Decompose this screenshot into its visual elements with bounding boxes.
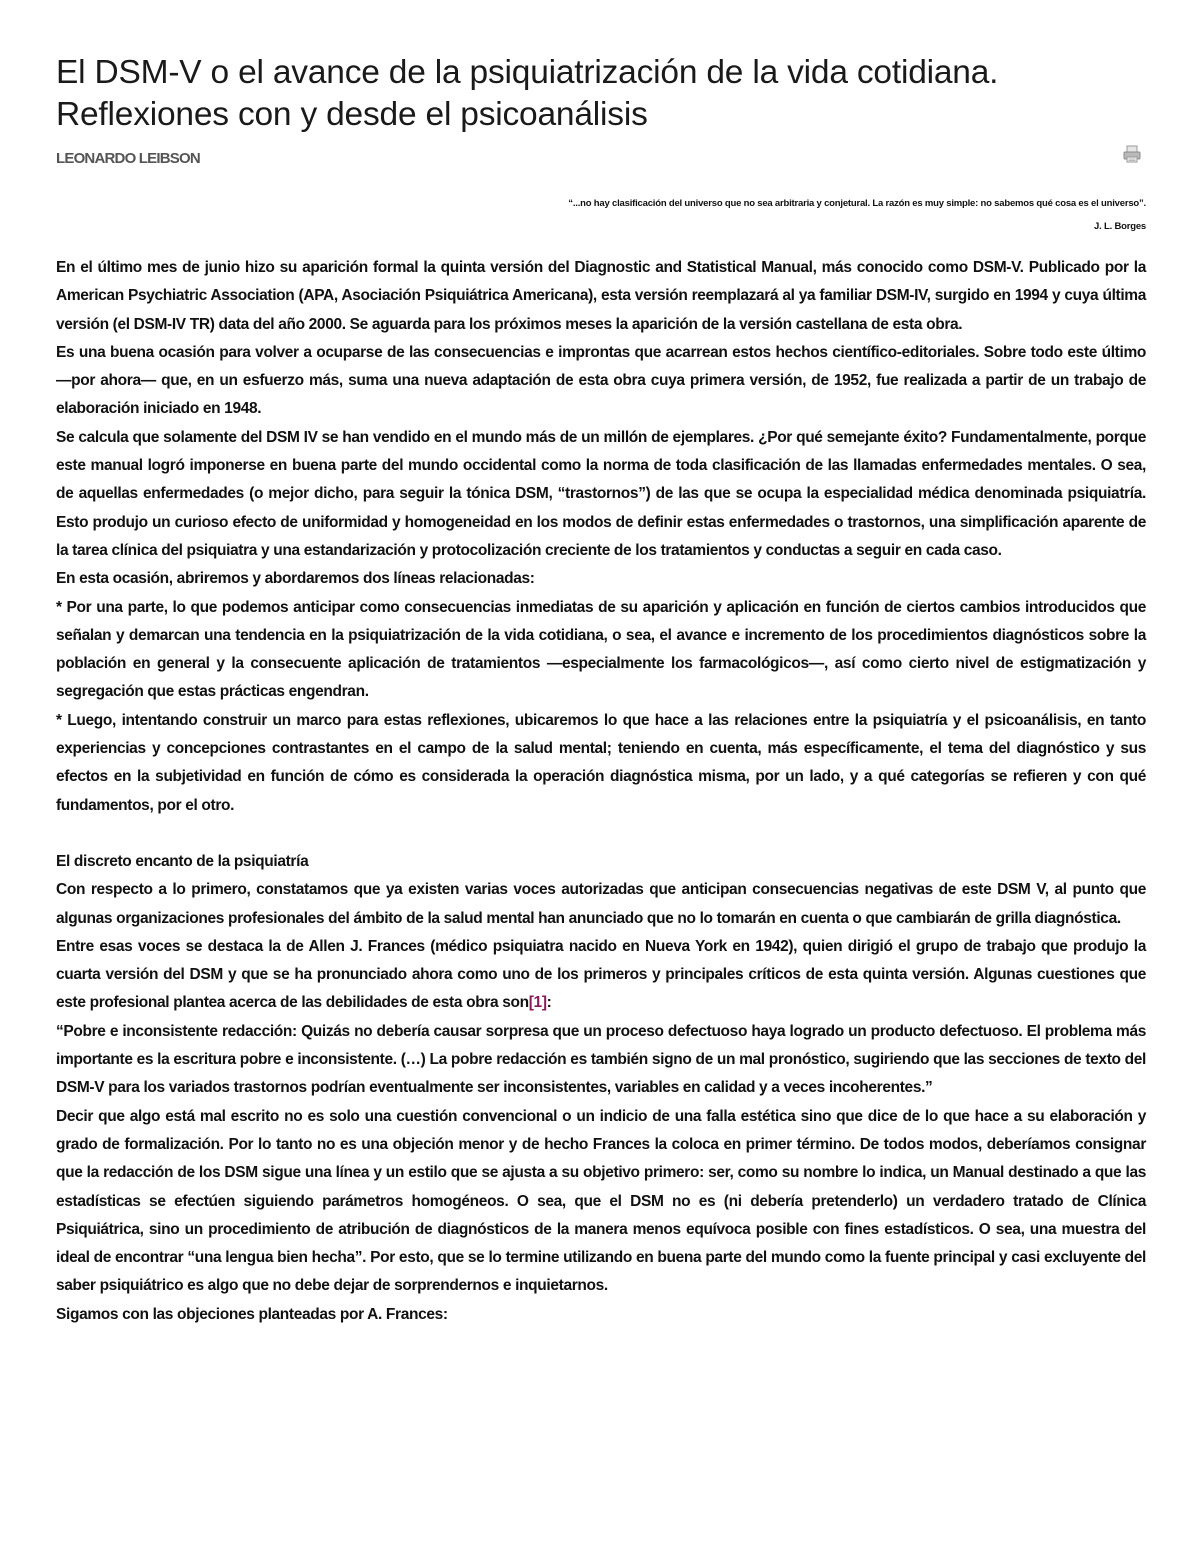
- paragraph: [56, 933, 1146, 1018]
- quote-paragraph: “Pobre e inconsistente redacción: Quizás no debería causar sorpresa que un proceso defectuoso haya logrado un producto defectuoso. El problema más importante es la escritura pobre e inconsistente. (…) La pobre redacción es también signo de un mal pronóstico, sugiriendo que las secciones de texto del DSM-V para los variados trastornos podrían eventualmente ser inconsistentes, variables en calidad y a veces incoherentes.”: [56, 1022, 1146, 1097]
- paragraph-end: :: [546, 994, 552, 1012]
- section-heading: El discreto encanto de la psiquiatría: [56, 852, 309, 870]
- list-item: * Luego, intentando construir un marco para estas reflexiones, ubicaremos lo que hace a las relaciones entre la psiquiatría y el psicoanálisis, en tanto experiencias y concepciones contrastantes en el campo de la salud mental; teniendo en cuenta, más específicamente, el tema del diagnóstico y sus efectos en la subjetividad en función de cómo es considerada la operación diagnóstica misma, por un lado, y a qué categorías se refieren y con qué fundamentos, por el otro.: [56, 711, 1146, 814]
- list-item: * Por una parte, lo que podemos anticipar como consecuencias inmediatas de su aparición y aplicación en función de ciertos cambios introducidos que señalan y demarcan una tendencia en la psiquiatrización de la vida cotidiana, o sea, el avance e incremento de los procedimientos diagnósticos sobre la población en general y la consecuente aplicación de tratamientos —especialmente los farmacológicos—, así como cierto nivel de estigmatización y segregación que estas prácticas engendran.: [56, 598, 1146, 701]
- paragraph: En el último mes de junio hizo su aparición formal la quinta versión del Diagnostic and Statistical Manual, más conocido como DSM-V. Publicado por la American Psychiatric Association (APA, Asociación Psiquiátrica Americana), esta versión reemplazará al ya familiar DSM-IV, surgido en 1994 y cuya última versión (el DSM-IV TR) data del año 2000. Se aguarda para los próximos meses la aparición de la versión castellana de esta obra.: [56, 259, 1146, 333]
- paragraph: En esta ocasión, abriremos y abordaremos dos líneas relacionadas:: [56, 570, 535, 588]
- paragraph: Decir que algo está mal escrito no es solo una cuestión convencional o un indicio de una falla estética sino que dice de lo que hace a su elaboración y grado de formalización. Por lo tanto no es una objeción menor y de hecho Frances la coloca en primer término. De todos modos, deberíamos consignar que la redacción de los DSM sigue una línea y un estilo que se ajusta a su objetivo primero: ser, como su nombre lo indica, un Manual destinado a que las estadísticas se efectúen siguiendo parámetros homogéneos. O sea, que el DSM no es (ni debería pretenderlo) un verdadero tratado de Clínica Psiquiátrica, sino un procedimiento de atribución de diagnósticos de la manera menos equívoca posible con fines estadísticos. O sea, una muestra del ideal de encontrar “una lengua bien hecha”. Por esto, que se lo termine utilizando en buena parte del mundo como la fuente principal y casi excluyente del saber psiquiátrico es algo que no debe dejar de sorprendernos e inquietarnos.: [56, 1107, 1146, 1295]
- epigraph-attribution: J. L. Borges: [1094, 221, 1146, 232]
- printer-icon[interactable]: [1122, 144, 1142, 164]
- page-title: El DSM-V o el avance de la psiquiatrización de la vida cotidiana. Reflexiones con y desde el psicoanálisis: [56, 54, 999, 133]
- author-name: LEONARDO LEIBSON: [56, 150, 200, 167]
- article-body: [56, 254, 1146, 1329]
- paragraph-text: Entre esas voces se destaca la de Allen J. Frances (médico psiquiatra nacido en Nueva York en 1942), quien dirigió el grupo de trabajo que produjo la cuarta versión del DSM y que se ha pronunciado ahora como uno de los primeros y principales críticos de esta quinta versión. Algunas cuestiones que este profesional plantea acerca de las debilidades de esta obra son: [56, 937, 1146, 1012]
- footnote-link[interactable]: [1]: [528, 994, 547, 1012]
- paragraph: Es una buena ocasión para volver a ocuparse de las consecuencias e improntas que acarrean estos hechos científico-editoriales. Sobre todo este último —por ahora— que, en un esfuerzo más, suma una nueva adaptación de esta obra cuya primera versión, de 1952, fue realizada a partir de un trabajo de elaboración iniciado en 1948.: [56, 343, 1146, 418]
- article: [56, 52, 1146, 1329]
- paragraph: Sigamos con las objeciones planteadas por A. Frances:: [56, 1305, 448, 1323]
- paragraph: Se calcula que solamente del DSM IV se han vendido en el mundo más de un millón de ejemplares. ¿Por qué semejante éxito? Fundamentalmente, porque este manual logró imponerse en buena parte del mundo occidental como la norma de toda clasificación de las llamadas enfermedades mentales. O sea, de aquellas enfermedades (o mejor dicho, para seguir la tónica DSM, “trastornos”) de las que se ocupa la especialidad médica denominada psiquiatría. Esto produjo un curioso efecto de uniformidad y homogeneidad en los modos de definir estas enfermedades o trastornos, una simplificación aparente de la tarea clínica del psiquiatra y una estandarización y protocolización creciente de los tratamientos y conductas a seguir en cada caso.: [56, 428, 1146, 559]
- author-row: [56, 150, 1146, 176]
- epigraph-quote: “...no hay clasificación del universo que no sea arbitraria y conjetural. La razón es muy simple: no sabemos qué cosa es el universo”.: [568, 198, 1146, 209]
- paragraph: Con respecto a lo primero, constatamos que ya existen varias voces autorizadas que anticipan consecuencias negativas de este DSM V, al punto que algunas organizaciones profesionales del ámbito de la salud mental han anunciado que no lo tomarán en cuenta o que cambiarán de grilla diagnóstica.: [56, 881, 1146, 927]
- epigraph: [56, 192, 1146, 238]
